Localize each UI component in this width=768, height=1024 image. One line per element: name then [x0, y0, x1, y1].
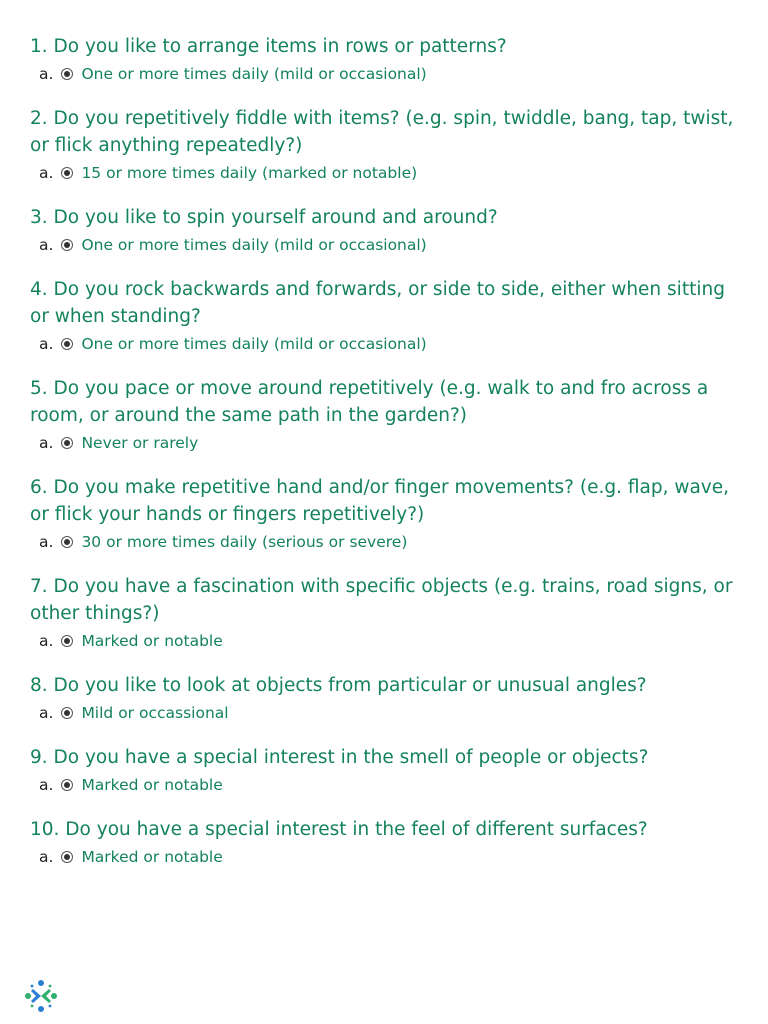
question-item — [30, 474, 745, 553]
people-circle-logo-icon — [20, 975, 62, 1017]
radio-selected-icon[interactable] — [61, 167, 73, 179]
question-item — [30, 33, 745, 85]
answer-letter: a. — [39, 848, 54, 866]
answer-row — [39, 846, 745, 868]
answer-letter: a. — [39, 164, 54, 182]
question-text: 4. Do you rock backwards and forwards, or side to side, either when sitting or when standing? — [30, 279, 725, 327]
question-text: 7. Do you have a fascination with specific objects (e.g. trains, road signs, or other things?) — [30, 576, 733, 624]
radio-selected-icon[interactable] — [61, 635, 73, 647]
question-item — [30, 276, 745, 355]
answer-row — [39, 531, 745, 553]
radio-selected-icon[interactable] — [61, 437, 73, 449]
answer-letter: a. — [39, 65, 54, 83]
answer-text: 30 or more times daily (serious or severe) — [81, 533, 408, 551]
answer-text: Mild or occassional — [81, 704, 229, 722]
answer-text: 15 or more times daily (marked or notable) — [81, 164, 418, 182]
answer-row — [39, 774, 745, 796]
question-text: 2. Do you repetitively fiddle with items? (e.g. spin, twiddle, bang, tap, twist, or flick anything repeatedly?) — [30, 108, 734, 156]
radio-selected-icon[interactable] — [61, 68, 73, 80]
question-text: 1. Do you like to arrange items in rows or patterns? — [30, 36, 507, 57]
answer-text: Marked or notable — [81, 776, 223, 794]
question-text: 6. Do you make repetitive hand and/or finger movements? (e.g. flap, wave, or flick your hands or fingers repetitively?) — [30, 477, 730, 525]
question-item — [30, 744, 745, 796]
question-item — [30, 816, 745, 868]
question-item — [30, 375, 745, 454]
question-text: 3. Do you like to spin yourself around and around? — [30, 207, 498, 228]
question-text: 5. Do you pace or move around repetitively (e.g. walk to and fro across a room, or around the same path in the garden?) — [30, 378, 709, 426]
answer-letter: a. — [39, 704, 54, 722]
answer-row — [39, 702, 745, 724]
radio-selected-icon[interactable] — [61, 707, 73, 719]
answer-text: Never or rarely — [81, 434, 199, 452]
answer-text: Marked or notable — [81, 632, 223, 650]
question-item — [30, 573, 745, 652]
question-text: 8. Do you like to look at objects from particular or unusual angles? — [30, 675, 647, 696]
answer-row — [39, 162, 745, 184]
question-item — [30, 672, 745, 724]
radio-selected-icon[interactable] — [61, 536, 73, 548]
radio-selected-icon[interactable] — [61, 851, 73, 863]
answer-letter: a. — [39, 236, 54, 254]
answer-text: One or more times daily (mild or occasional) — [81, 335, 427, 353]
answer-text: One or more times daily (mild or occasional) — [81, 236, 427, 254]
answer-letter: a. — [39, 434, 54, 452]
questionnaire-list — [30, 33, 745, 888]
question-text: 9. Do you have a special interest in the smell of people or objects? — [30, 747, 649, 768]
radio-selected-icon[interactable] — [61, 779, 73, 791]
answer-letter: a. — [39, 335, 54, 353]
question-text: 10. Do you have a special interest in the feel of different surfaces? — [30, 819, 648, 840]
question-item — [30, 204, 745, 256]
question-item — [30, 105, 745, 184]
answer-letter: a. — [39, 533, 54, 551]
answer-row — [39, 333, 745, 355]
answer-text: Marked or notable — [81, 848, 223, 866]
answer-row — [39, 630, 745, 652]
radio-selected-icon[interactable] — [61, 239, 73, 251]
answer-text: One or more times daily (mild or occasional) — [81, 65, 427, 83]
radio-selected-icon[interactable] — [61, 338, 73, 350]
answer-row — [39, 63, 745, 85]
answer-row — [39, 432, 745, 454]
answer-letter: a. — [39, 632, 54, 650]
answer-letter: a. — [39, 776, 54, 794]
answer-row — [39, 234, 745, 256]
